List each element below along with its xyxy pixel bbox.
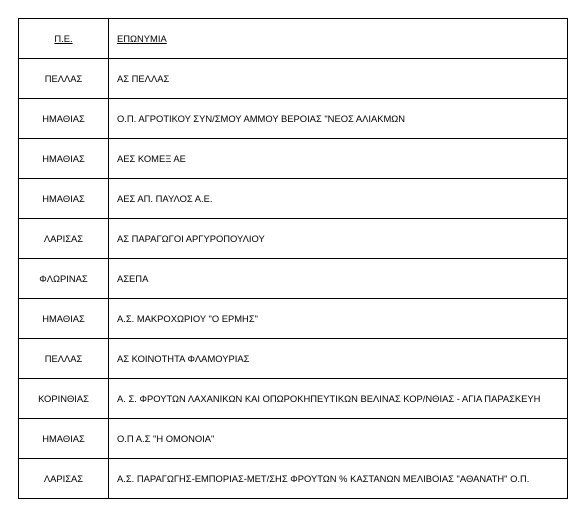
row-pe: ΗΜΑΘΙΑΣ <box>19 179 109 219</box>
table-row <box>19 379 568 419</box>
row-name: ΑΣ ΠΑΡΑΓΩΓΟΙ ΑΡΓΥΡΟΠΟΥΛΙΟΥ <box>109 219 568 259</box>
row-pe: ΗΜΑΘΙΑΣ <box>19 139 109 179</box>
row-name: ΑΣ ΚΟΙΝΟΤΗΤΑ ΦΛΑΜΟΥΡΙΑΣ <box>109 339 568 379</box>
row-name: Ο.Π. ΑΓΡΟΤΙΚΟΥ ΣΥΝ/ΣΜΟΥ ΑΜΜΟΥ ΒΕΡΟΙΑΣ "ΝΕΟΣ ΑΛΙΑΚΜΩΝ <box>109 99 568 139</box>
table-row <box>19 179 568 219</box>
row-pe: ΚΟΡΙΝΘΙΑΣ <box>19 379 109 419</box>
row-name: ΑΣΕΠΑ <box>109 259 568 299</box>
row-name: Ο.Π Α.Σ "Η ΟΜΟΝΟΙΑ" <box>109 419 568 459</box>
row-pe: ΛΑΡΙΣΑΣ <box>19 219 109 259</box>
row-pe: ΠΕΛΛΑΣ <box>19 339 109 379</box>
row-pe: ΠΕΛΛΑΣ <box>19 59 109 99</box>
table-row <box>19 459 568 499</box>
table-row <box>19 99 568 139</box>
row-pe: ΗΜΑΘΙΑΣ <box>19 299 109 339</box>
table-row <box>19 259 568 299</box>
table-header-row <box>19 19 568 59</box>
header-name: ΕΠΩΝΥΜΙΑ <box>109 19 568 59</box>
table-row <box>19 219 568 259</box>
row-name: Α. Σ. ΦΡΟΥΤΩΝ ΛΑΧΑΝΙΚΩΝ ΚΑΙ ΟΠΩΡΟΚΗΠΕΥΤΙΚΩΝ ΒΕΛΙΝΑΣ ΚΟΡ/ΝΘΙΑΣ - ΑΓΙΑ ΠΑΡΑΣΚΕΥΗ <box>109 379 568 419</box>
table-row <box>19 139 568 179</box>
row-name: ΑΕΣ ΑΠ. ΠΑΥΛΟΣ Α.Ε. <box>109 179 568 219</box>
table-row <box>19 419 568 459</box>
table-row <box>19 339 568 379</box>
table-row <box>19 299 568 339</box>
row-name: Α.Σ. ΠΑΡΑΓΩΓΗΣ-ΕΜΠΟΡΙΑΣ-ΜΕΤ/ΣΗΣ ΦΡΟΥΤΩΝ % ΚΑΣΤΑΝΩΝ ΜΕΛΙΒΟΙΑΣ "ΑΘΑΝΑΤΗ" Ο.Π. <box>109 459 568 499</box>
organizations-table <box>18 18 568 499</box>
row-name: ΑΣ ΠΕΛΛΑΣ <box>109 59 568 99</box>
row-pe: ΗΜΑΘΙΑΣ <box>19 419 109 459</box>
row-pe: ΦΛΩΡΙΝΑΣ <box>19 259 109 299</box>
row-name: ΑΕΣ ΚΟΜΕΞ ΑΕ <box>109 139 568 179</box>
table-row <box>19 59 568 99</box>
row-name: Α.Σ. ΜΑΚΡΟΧΩΡΙΟΥ "Ο ΕΡΜΗΣ" <box>109 299 568 339</box>
header-pe: Π.Ε. <box>19 19 109 59</box>
row-pe: ΛΑΡΙΣΑΣ <box>19 459 109 499</box>
row-pe: ΗΜΑΘΙΑΣ <box>19 99 109 139</box>
